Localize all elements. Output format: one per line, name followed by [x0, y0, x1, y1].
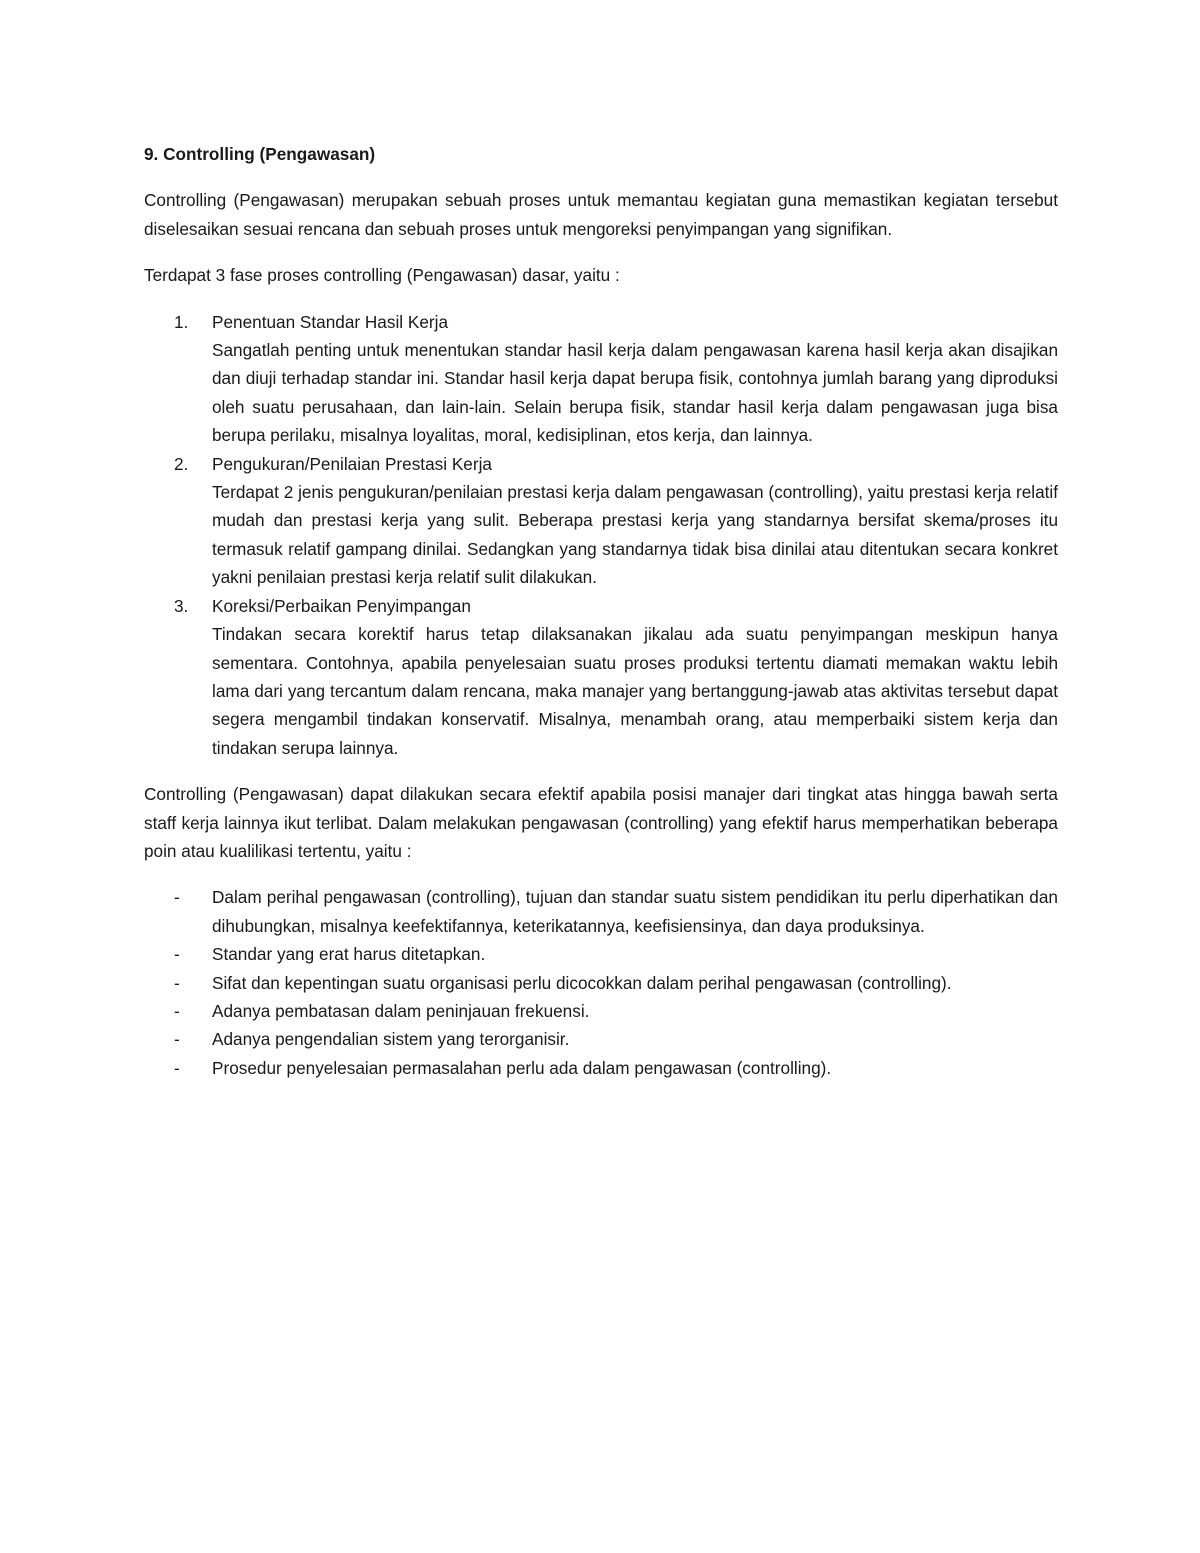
list-item [144, 940, 1058, 968]
list-number: 1. [174, 311, 189, 332]
intro-paragraph: Controlling (Pengawasan) merupakan sebuah proses untuk memantau kegiatan guna memastikan kegiatan tersebut diselesaikan sesuai rencana dan sebuah proses untuk mengoreksi penyimpangan yang signifikan. [144, 190, 1058, 239]
list-number: 3. [174, 595, 189, 616]
list-item [144, 1054, 1058, 1082]
list-number: 2. [174, 453, 189, 474]
list-item-text: Prosedur penyelesaian permasalahan perlu ada dalam pengawasan (controlling). [212, 1057, 832, 1078]
list-item-text: Standar yang erat harus ditetapkan. [212, 944, 486, 965]
points-list [144, 883, 1058, 1082]
document-page [144, 140, 1058, 1100]
list-item-text: Sifat dan kepentingan suatu organisasi perlu dicocokkan dalam perihal pengawasan (controlling). [212, 972, 952, 993]
section-heading: 9. Controlling (Pengawasan) [144, 144, 376, 164]
list-dash: - [174, 1000, 180, 1021]
list-dash: - [174, 887, 180, 908]
list-item-title: Pengukuran/Penilaian Prestasi Kerja [212, 453, 492, 474]
list-item [144, 592, 1058, 762]
list-item-text: Adanya pengendalian sistem yang terorganisir. [212, 1029, 570, 1050]
list-item-body: Terdapat 2 jenis pengukuran/penilaian prestasi kerja dalam pengawasan (controlling), yaitu prestasi kerja relatif mudah dan prestasi kerja yang sulit. Beberapa prestasi kerja yang standarnya bersifat skema/proses itu termasuk relatif gampang dinilai. Sedangkan yang standarnya tidak bisa dinilai atau ditentukan secara konkret yakni penilaian prestasi kerja relatif sulit dilakukan. [212, 482, 1058, 588]
list-item-body: Tindakan secara korektif harus tetap dilaksanakan jikalau ada suatu penyimpangan meskipun hanya sementara. Contohnya, apabila penyelesaian suatu proses produksi tertentu diamati memakan waktu lebih lama dari yang tercantum dalam rencana, maka manajer yang bertanggung-jawab atas aktivitas tersebut dapat segera mengambil tindakan konservatif. Misalnya, menambah orang, atau memperbaiki sistem kerja dan tindakan serupa lainnya. [212, 624, 1058, 758]
list-item-text: Adanya pembatasan dalam peninjauan frekuensi. [212, 1000, 590, 1021]
list-item [144, 997, 1058, 1025]
list-item [144, 1025, 1058, 1053]
phases-intro-paragraph: Terdapat 3 fase proses controlling (Pengawasan) dasar, yaitu : [144, 265, 620, 286]
list-dash: - [174, 972, 180, 993]
list-dash: - [174, 1057, 180, 1078]
list-dash: - [174, 1029, 180, 1050]
phases-list [144, 308, 1058, 763]
list-item-title: Penentuan Standar Hasil Kerja [212, 311, 449, 332]
list-item-body: Sangatlah penting untuk menentukan standar hasil kerja dalam pengawasan karena hasil kerja akan disajikan dan diuji terhadap standar ini. Standar hasil kerja dapat berupa fisik, contohnya jumlah barang yang diproduksi oleh suatu perusahaan, dan lain-lain. Selain berupa fisik, standar hasil kerja dalam pengawasan juga bisa berupa perilaku, misalnya loyalitas, moral, kedisiplinan, etos kerja, dan lainnya. [212, 340, 1058, 446]
effective-intro-paragraph: Controlling (Pengawasan) dapat dilakukan secara efektif apabila posisi manajer dari tingkat atas hingga bawah serta staff kerja lainnya ikut terlibat. Dalam melakukan pengawasan (controlling) yang efektif harus memperhatikan beberapa poin atau kualilikasi tertentu, yaitu : [144, 784, 1058, 861]
list-item-title: Koreksi/Perbaikan Penyimpangan [212, 595, 471, 616]
list-item-text: Dalam perihal pengawasan (controlling), tujuan dan standar suatu sistem pendidikan itu perlu diperhatikan dan dihubungkan, misalnya keefektifannya, keterikatannya, keefisiensinya, dan daya produksinya. [212, 887, 1058, 936]
list-dash: - [174, 944, 180, 965]
list-item [144, 883, 1058, 940]
list-item [144, 308, 1058, 450]
list-item [144, 969, 1058, 997]
list-item [144, 450, 1058, 592]
